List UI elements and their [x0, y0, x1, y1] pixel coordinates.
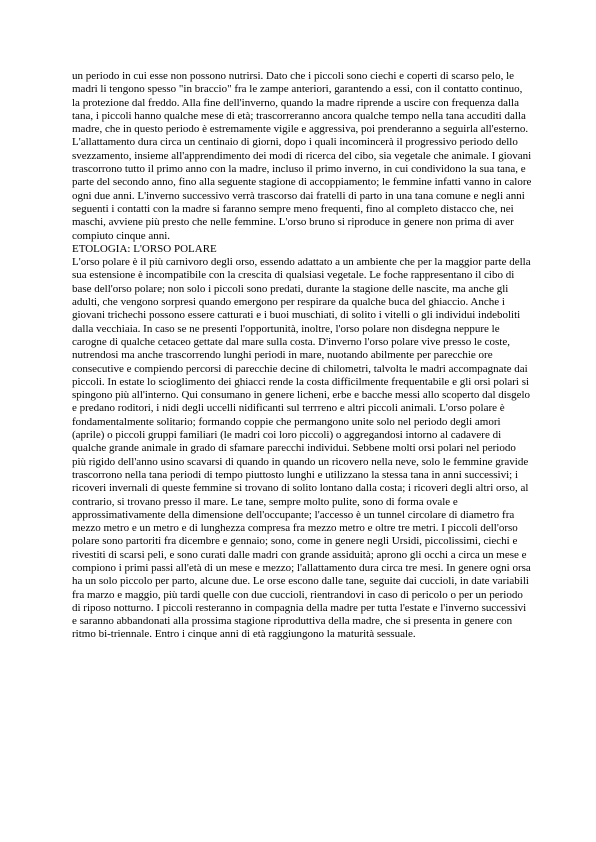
paragraph-polar-bear-ethology: L'orso polare è il più carnivoro degli orso, essendo adattato a un ambiente che per la maggior parte della sua estensione è incompatibile con la crescita di qualsiasi vegetale. Le foche rappresentano il cibo di base dell'orso polare; non solo i piccoli sono predati, durante la stagione delle nascite, ma anche gli adulti, che vengono sorpresi quando emergono per respirare da qualche buca del ghiaccio. Anche i giovani trichechi possono essere catturati e i buoi muschiati, di solito i vitelli o gli individui indeboliti dalla vecchiaia. In caso se ne presenti l'opportunità, inoltre, l'orso polare non disdegna neppure le carogne di qualche cetaceo gettate dal mare sulla costa. D'inverno l'orso polare vive presso le coste, nutrendosi ma anche trascorrendo lunghi periodi in mare, nuotando abilmente per parecchie ore consecutive e compiendo percorsi di parecchie decine di chilometri, talvolta le madri accompagnate dai piccoli. In estate lo scioglimento dei ghiacci rende la costa difficilmente frequentabile e gli orsi polari si spingono più all'interno. Qui consumano in genere licheni, erbe e bacche messi allo scoperto dal disgelo e predano roditori, i nidi degli uccelli nidificanti sul terrreno e altri piccoli animali. L'orso polare è fondamentalmente solitario; formando coppie che permangono unite solo nel periodo degli amori (aprile) o piccoli gruppi familiari (le madri coi loro piccoli) o aggregandosi intorno al cadavere di qualche grande animale in grado di sfamare parecchi individui. Sebbene molti orsi polari nel periodo più rigido dell'anno usino scavarsi di quando in quando un ricovero nella neve, solo le femmine gravide trascorrono nella tana periodi di tempo piuttosto lunghi e utilizzano la stessa tana in anni successivi; i ricoveri invernali di queste femmine si trovano di solito lontano dalla costa; i ricoveri degli altri orso, al contrario, si trovano presso il mare. Le tane, sempre molto pulite, sono di forma ovale e approssimativamente della dimensione dell'occupante; l'accesso è un tunnel circolare di diametro fra mezzo metro e un metro e di lunghezza compresa fra mezzo metro e oltre tre metri. I piccoli dell'orso polare sono partoriti fra dicembre e gennaio; sono, come in genere negli Ursidi, piccolissimi, ciechi e rivestiti di scarsi peli, e sono curati dalle madri con grande assiduità; aprono gli occhi a circa un mese e compiono i primi passi all'età di un mese e mezzo; l'allattamento dura circa tre mesi. In genere ogni orsa ha un solo piccolo per parto, alcune due. Le orse escono dalle tane, seguite dai cuccioli, in date variabili fra marzo e maggio, più tardi quelle con due cuccioli, rientrandovi in caso di pericolo o per un periodo di riposo notturno. I piccoli resteranno in compagnia della madre per tutta l'estate e l'inverno successivi e saranno abbandonati alla prossima stagione riproduttiva della madre, che si presenta in genere con ritmo bi-triennale. Entro i cinque anni di età raggiungono la maturità sessuale. [72, 256, 531, 641]
document-body [72, 70, 532, 642]
paragraph-reproduction-brown-bear: un periodo in cui esse non possono nutrirsi. Dato che i piccoli sono ciechi e coperti di scarso pelo, le madri li tengono spesso "in braccio" fra le zampe anteriori, garantendo a essi, con il contatto continuo, la protezione dal freddo. Alla fine dell'inverno, quando la madre riprende a uscire con frequenza dalla tana, i piccoli hanno qualche mese di età; trascorreranno ancora qualche tempo nella tana accuditi dalla madre, che in questo periodo è estremamente vigile e aggressiva, poi prenderanno a seguirla all'esterno. L'allattamento dura circa un centinaio di giorni, dopo i quali incomincerà il progressivo periodo dello svezzamento, insieme all'apprendimento dei modi di ricerca del cibo, sia vegetale che animale. I giovani trascorrono tutto il primo anno con la madre, incluso il primo inverno, in cui condividono la sua tana, e parte del secondo anno, fino alla seguente stagione di accoppiamento; le femmine infatti vanno in calore ogni due anni. L'inverno successivo verrà trascorso dai fratelli di parto in una tana comune e negli anni seguenti i contatti con la madre si faranno sempre meno frequenti, fino al completo distacco che, nei maschi, avviene più presto che nelle femmine. L'orso bruno si riproduce in genere non prima di aver compiuto cinque anni. [72, 70, 532, 242]
section-heading: ETOLOGIA: L'ORSO POLARE [72, 242, 217, 255]
